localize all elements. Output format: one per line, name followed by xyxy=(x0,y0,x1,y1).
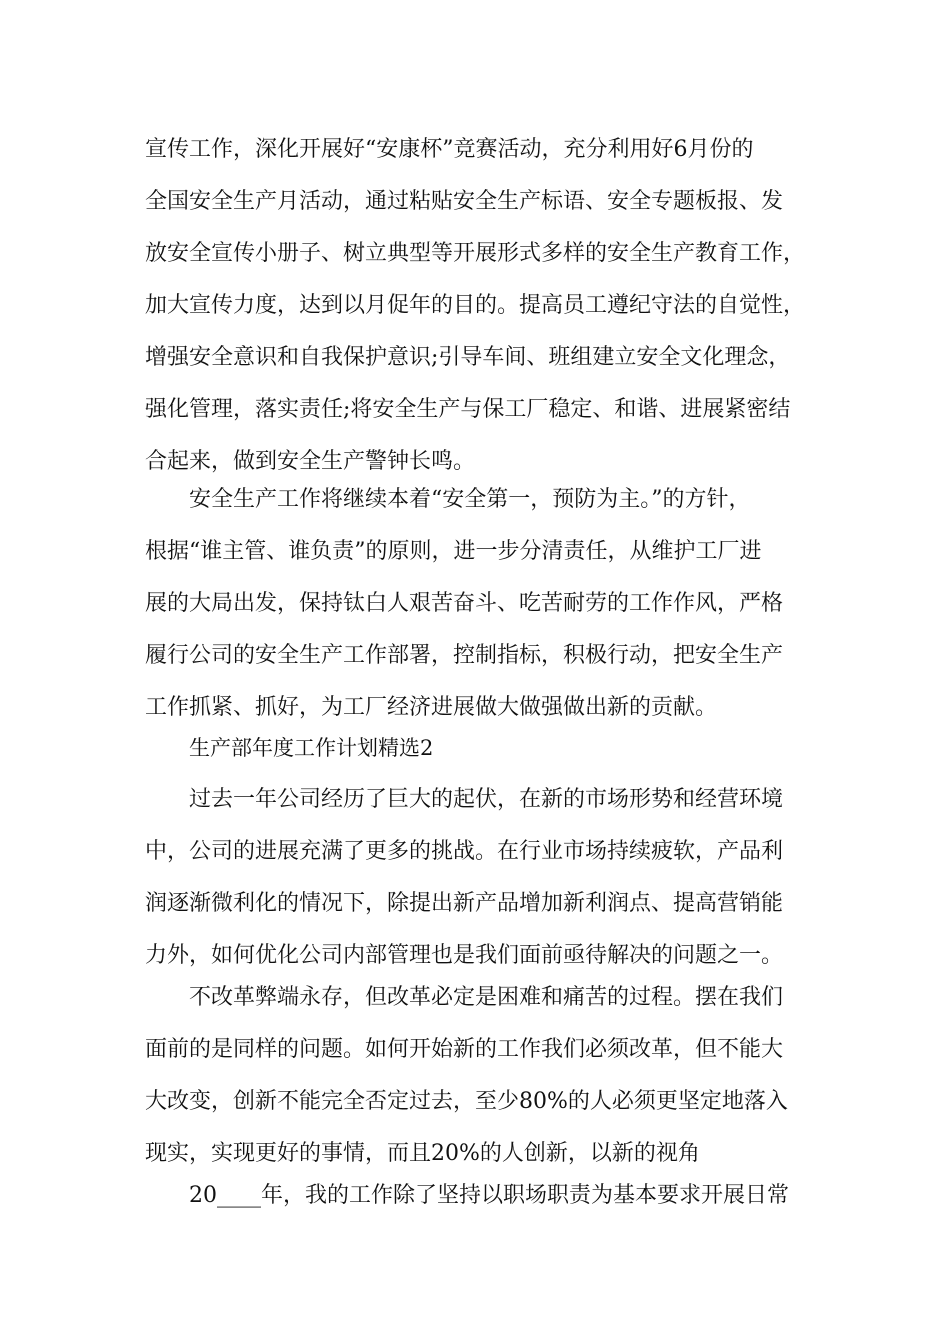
paragraph-company-review xyxy=(145,774,815,982)
section-title: 生产部年度工作计划精选2 xyxy=(189,736,434,760)
section-heading xyxy=(145,722,815,774)
text-line: 安全生产工作将继续本着“安全第一，预防为主。”的方针， xyxy=(189,487,751,512)
text-line: 增强安全意识和自我保护意识;引导车间、班组建立安全文化理念， xyxy=(145,345,791,370)
text-line: 履行公司的安全生产工作部署，控制指标，积极行动，把安全生产 xyxy=(145,643,784,668)
text-line: 力外，如何优化公司内部管理也是我们面前亟待解决的问题之一。 xyxy=(145,943,784,968)
text-line: 润逐渐微利化的情况下，除提出新产品增加新利润点、提高营销能 xyxy=(145,891,784,916)
text-line: 现实，实现更好的事情，而且20%的人创新，以新的视角 xyxy=(145,1141,700,1166)
text-line: 合起来，做到安全生产警钟长鸣。 xyxy=(145,449,476,474)
paragraph-reform xyxy=(145,972,815,1180)
text-line: 中，公司的进展充满了更多的挑战。在行业市场持续疲软，产品利 xyxy=(145,839,784,864)
text-line: 加大宣传力度，达到以月促年的目的。提高员工遵纪守法的自觉性， xyxy=(145,293,806,318)
text-line: 强化管理，落实责任;将安全生产与保工厂稳定、和谐、进展紧密结 xyxy=(145,397,791,422)
text-line: 大改变，创新不能完全否定过去，至少80%的人必须更坚定地落入 xyxy=(145,1089,788,1114)
text-line: 放安全宣传小册子、树立典型等开展形式多样的安全生产教育工作， xyxy=(145,241,806,266)
paragraph-safety-publicity xyxy=(145,124,815,488)
paragraph-safety-policy xyxy=(145,474,815,734)
paragraph-work-year xyxy=(145,1170,815,1222)
text-line: 过去一年公司经历了巨大的起伏，在新的市场形势和经营环境 xyxy=(189,787,784,812)
text-line: 宣传工作，深化开展好“安康杯”竞赛活动，充分利用好6月份的 xyxy=(145,137,754,162)
text-line: 20____年，我的工作除了坚持以职场职责为基本要求开展日常 xyxy=(189,1183,789,1208)
text-line: 根据“谁主管、谁负责”的原则，进一步分清责任，从维护工厂进 xyxy=(145,539,762,564)
text-line: 面前的是同样的问题。如何开始新的工作我们必须改革，但不能大 xyxy=(145,1037,784,1062)
text-line: 不改革弊端永存，但改革必定是困难和痛苦的过程。摆在我们 xyxy=(189,985,784,1010)
text-line: 展的大局出发，保持钛白人艰苦奋斗、吃苦耐劳的工作作风，严格 xyxy=(145,591,784,616)
text-line: 工作抓紧、抓好，为工厂经济进展做大做强做出新的贡献。 xyxy=(145,695,718,720)
text-line: 全国安全生产月活动，通过粘贴安全生产标语、安全专题板报、发 xyxy=(145,189,784,214)
